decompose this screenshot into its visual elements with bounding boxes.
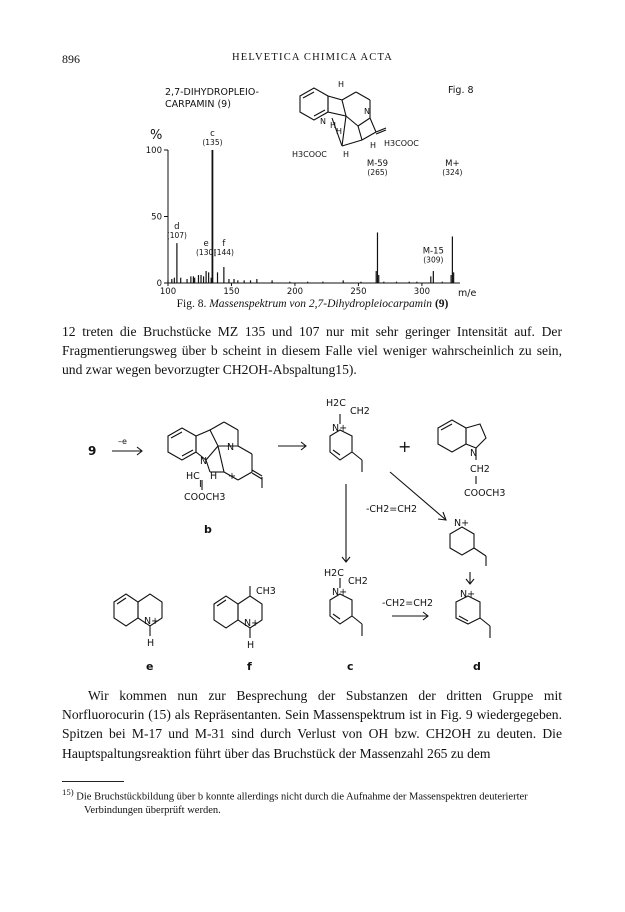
- ch2-label: CH2: [348, 576, 368, 587]
- figure-caption: [0, 298, 625, 310]
- fragmentation-scheme: [0, 380, 625, 680]
- h-label: H: [247, 640, 255, 651]
- atom-label: N: [200, 456, 208, 467]
- atom-label: H3COOC: [384, 139, 419, 148]
- scheme-bonds: [112, 414, 490, 638]
- scheme-labels: [88, 398, 505, 673]
- paragraph-text: 12 treten die Bruchstücke MZ 135 und 107 nur mit sehr geringer Intensität auf. Der Fragmentierungsweg über b scheint in diesem Falle viel weniger wahrscheinlich zu sein, und zwar wegen bevorzugter CH2OH-Abspaltung15).: [62, 324, 562, 378]
- journal-title: HELVETICA CHIMICA ACTA: [231, 52, 394, 63]
- n-plus-label: N+: [332, 587, 348, 598]
- ethylene-loss-label: -CH2=CH2: [382, 598, 434, 609]
- plus-sign: +: [228, 471, 236, 482]
- peak-mz-label: (309): [423, 255, 444, 265]
- h2c-label: H2C: [324, 568, 344, 579]
- peak-mz-label: (135): [202, 138, 223, 147]
- n-plus-label: N+: [244, 618, 260, 629]
- cooch3-label: COOCH3: [464, 488, 506, 499]
- atom-label: H: [336, 127, 343, 136]
- atom-label: N: [364, 107, 370, 116]
- body-paragraph-1: [62, 322, 562, 380]
- atom-label: H: [370, 141, 377, 150]
- hc-label: HC: [186, 471, 200, 482]
- x-tick-label: 200: [286, 287, 304, 297]
- caption-prefix: Fig. 8.: [176, 298, 207, 310]
- n-plus-label: N+: [460, 589, 476, 600]
- peak-mz-label: (130): [196, 247, 217, 257]
- x-ticks: [160, 283, 430, 297]
- n-plus-label: N+: [454, 518, 470, 529]
- ionization-label: –e: [118, 437, 127, 446]
- h-label: H: [147, 638, 155, 649]
- y-tick-label: 100: [145, 146, 162, 156]
- atom-label: N: [227, 442, 235, 453]
- atom-label: N: [320, 117, 326, 126]
- footnote: [62, 786, 562, 818]
- h2c-label: H2C: [326, 398, 346, 409]
- ch3-label: CH3: [256, 586, 276, 597]
- mass-spectrum-figure: [0, 0, 625, 300]
- atom-label: H: [330, 121, 337, 130]
- peak-letter-label: M+: [445, 158, 460, 169]
- y-tick-label: 50: [151, 212, 162, 223]
- atom-label: H: [343, 150, 350, 159]
- fragment-label-d: d: [473, 660, 481, 673]
- peak-letter-label: M-15: [422, 246, 444, 257]
- atom-label: N: [470, 448, 478, 459]
- page-number: 896: [62, 52, 80, 66]
- caption-ref: (9): [434, 298, 449, 310]
- peak-letter-label: e: [203, 238, 209, 249]
- peak-mz-label: (265): [367, 167, 388, 177]
- ethylene-loss-label: -CH2=CH2: [366, 504, 418, 515]
- atom-label: H3COOC: [292, 150, 327, 159]
- compound-name-line2: CARPAMIN (9): [165, 99, 231, 110]
- paragraph-text: Wir kommen nun zur Besprechung der Substanzen der dritten Gruppe mit Norfluorocurin (15) als Repräsentanten. Sein Massenspektrum ist in Fig. 9 wiedergegeben. Spitzen bei M-17 und M-31 sind durch Verlust von OH bzw. CH2OH zu deuten. Die Hauptspaltungsreaktion führt über das Bruchstück der Massenzahl 265 zu dem: [62, 688, 562, 761]
- h-label: H: [210, 471, 218, 482]
- y-tick-label: 0: [156, 279, 162, 289]
- y-ticks: [146, 146, 168, 289]
- x-tick-label: 250: [350, 287, 367, 297]
- peak-letter-label: f: [222, 238, 226, 249]
- atom-label: H: [338, 80, 345, 89]
- intermediate-label-b: b: [204, 523, 212, 536]
- bar-label: I: [199, 479, 202, 490]
- x-tick-label: 300: [413, 287, 431, 297]
- peak-mz-label: (107): [166, 231, 187, 241]
- peak-letter-label: M-59: [366, 158, 389, 169]
- n-plus-label: N+: [332, 423, 348, 434]
- footnote-number: 15): [62, 787, 74, 797]
- caption-text: Massenspektrum von 2,7-Dihydropleiocarpamin: [209, 298, 433, 310]
- fragment-label-e: e: [146, 660, 154, 673]
- peak-mz-label: (144): [213, 247, 234, 257]
- body-paragraph-2: [62, 686, 562, 763]
- peak-mz-label: (324): [442, 167, 463, 177]
- ch2-label: CH2: [470, 464, 490, 475]
- x-tick-label: 100: [159, 287, 177, 297]
- compound-name-line1: 2,7-DIHYDROPLEIO-: [165, 87, 259, 98]
- start-compound-label: 9: [88, 444, 97, 458]
- n-plus-label: N+: [144, 616, 160, 627]
- fig-label: Fig. 8: [448, 85, 474, 96]
- peak-letter-label: c: [210, 129, 215, 139]
- peak-letter-label: d: [174, 222, 180, 233]
- spectrum-peaks: [168, 150, 454, 283]
- percent-axis-label: %: [150, 128, 163, 143]
- ch2-label: CH2: [350, 406, 370, 417]
- x-unit-label: m/e: [458, 288, 477, 299]
- plus-sign: +: [398, 437, 412, 456]
- footnote-text: Die Bruchstückbildung über b konnte allerdings nicht durch die Aufnahme der Massenspektren deuterierter Verbindungen überprüft werden.: [76, 791, 528, 816]
- footnote-rule: [62, 781, 124, 782]
- fragment-label-c: c: [347, 660, 354, 673]
- cooch3-label: COOCH3: [184, 492, 226, 503]
- x-tick-label: 150: [223, 287, 240, 297]
- dihydropleiocarpamin-structure: [300, 88, 386, 146]
- fragment-label-f: f: [247, 660, 252, 673]
